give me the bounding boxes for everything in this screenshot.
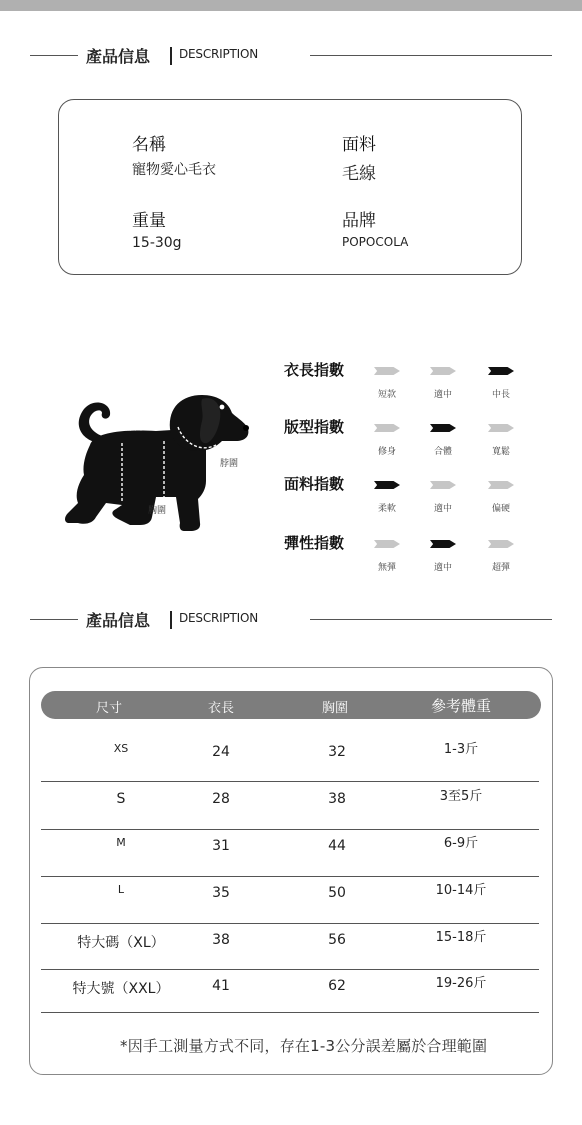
row-divider xyxy=(41,829,539,830)
size-table-header xyxy=(41,691,541,719)
info-weight xyxy=(132,206,182,251)
divider-left xyxy=(30,55,78,56)
info-name xyxy=(132,130,216,179)
index-option: 無彈 xyxy=(377,563,396,573)
index-label: 面料指數 xyxy=(284,475,345,493)
index-label: 版型指數 xyxy=(284,418,345,436)
arrow-inactive-icon xyxy=(488,481,514,489)
cell-chest: 32 xyxy=(328,744,346,760)
cell-chest: 62 xyxy=(328,978,346,994)
measurement-note: *因手工測量方式不同，存在1-3公分誤差屬於合理範圍 xyxy=(120,1037,488,1055)
index-label: 衣長指數 xyxy=(284,361,345,379)
fabric-value: 毛線 xyxy=(342,164,376,184)
arrow-active-icon xyxy=(374,481,400,489)
cell-weight: 3至5斤 xyxy=(439,789,483,804)
row-divider xyxy=(41,876,539,877)
chest-label: 胸圍 xyxy=(148,506,167,516)
row-divider xyxy=(41,781,539,782)
cell-weight: 10-14斤 xyxy=(435,883,487,898)
index-option: 短款 xyxy=(377,390,396,400)
index-option: 適中 xyxy=(433,504,452,514)
arrow-active-icon xyxy=(430,424,456,432)
neck-label: 脖圍 xyxy=(220,459,239,469)
index-option: 合體 xyxy=(433,447,452,457)
header-weight: 參考體重 xyxy=(430,697,491,715)
cell-weight: 15-18斤 xyxy=(435,930,487,945)
arrow-inactive-icon xyxy=(374,367,400,375)
top-bar xyxy=(0,0,582,11)
arrow-inactive-icon xyxy=(374,540,400,548)
row-divider xyxy=(41,923,539,924)
index-label: 彈性指數 xyxy=(284,534,345,552)
name-label: 名稱 xyxy=(132,135,166,155)
size-table-box xyxy=(29,667,553,1075)
divider-right xyxy=(310,55,552,56)
name-value: 寵物愛心毛衣 xyxy=(132,162,216,178)
index-option: 適中 xyxy=(433,563,452,573)
fabric-label: 面料 xyxy=(342,135,376,155)
cell-size: S xyxy=(116,791,126,807)
header-size: 尺寸 xyxy=(95,701,122,716)
weight-label: 重量 xyxy=(132,211,166,231)
header-length: 衣長 xyxy=(207,701,234,716)
row-divider xyxy=(41,1012,539,1013)
divider-right xyxy=(310,619,552,620)
row-divider xyxy=(41,969,539,970)
info-brand xyxy=(342,206,408,249)
cell-size: 特大碼（XL） xyxy=(77,935,165,951)
section-title-cn: 產品信息 xyxy=(86,47,151,66)
index-option: 超彈 xyxy=(491,563,510,573)
arrow-inactive-icon xyxy=(374,424,400,432)
index-option: 偏硬 xyxy=(491,504,510,514)
cell-size: 特大號（XXL） xyxy=(72,981,170,997)
info-fabric xyxy=(342,130,376,184)
dog-diagram xyxy=(60,385,260,545)
arrow-active-icon xyxy=(430,540,456,548)
brand-value: POPOCOLA xyxy=(342,235,409,249)
cell-length: 38 xyxy=(212,932,230,948)
cell-size: L xyxy=(117,883,125,896)
cell-length: 31 xyxy=(212,838,230,854)
arrow-inactive-icon xyxy=(430,481,456,489)
arrow-inactive-icon xyxy=(430,367,456,375)
cell-size: XS xyxy=(113,742,129,755)
header-chest: 胸圍 xyxy=(321,701,348,716)
weight-value: 15-30g xyxy=(132,235,182,251)
section-title-cn: 產品信息 xyxy=(86,611,151,630)
cell-length: 28 xyxy=(212,791,230,807)
separator xyxy=(170,47,172,65)
cell-chest: 38 xyxy=(328,791,346,807)
index-option: 適中 xyxy=(433,390,452,400)
arrow-inactive-icon xyxy=(488,424,514,432)
cell-size: M xyxy=(116,836,126,849)
section-title-en: DESCRIPTION xyxy=(179,47,259,61)
section-title-en: DESCRIPTION xyxy=(179,611,259,625)
product-info-box xyxy=(58,99,522,275)
section-header-1 xyxy=(0,41,582,71)
cell-weight: 6-9斤 xyxy=(443,836,479,851)
brand-label: 品牌 xyxy=(342,211,376,231)
separator xyxy=(170,611,172,629)
cell-chest: 44 xyxy=(328,838,346,854)
arrow-inactive-icon xyxy=(488,540,514,548)
cell-length: 24 xyxy=(212,744,230,760)
cell-length: 41 xyxy=(212,978,230,994)
cell-weight: 19-26斤 xyxy=(435,976,487,991)
cell-chest: 56 xyxy=(328,932,346,948)
divider-left xyxy=(30,619,78,620)
back-length-label: 背長 xyxy=(124,423,143,433)
cell-length: 35 xyxy=(212,885,230,901)
cell-weight: 1-3斤 xyxy=(443,742,479,757)
arrow-active-icon xyxy=(488,367,514,375)
cell-chest: 50 xyxy=(328,885,346,901)
index-option: 修身 xyxy=(377,447,396,457)
index-option: 寬鬆 xyxy=(491,447,510,457)
section-header-2 xyxy=(0,605,582,635)
index-option: 中長 xyxy=(491,390,510,400)
index-option: 柔軟 xyxy=(377,504,396,514)
